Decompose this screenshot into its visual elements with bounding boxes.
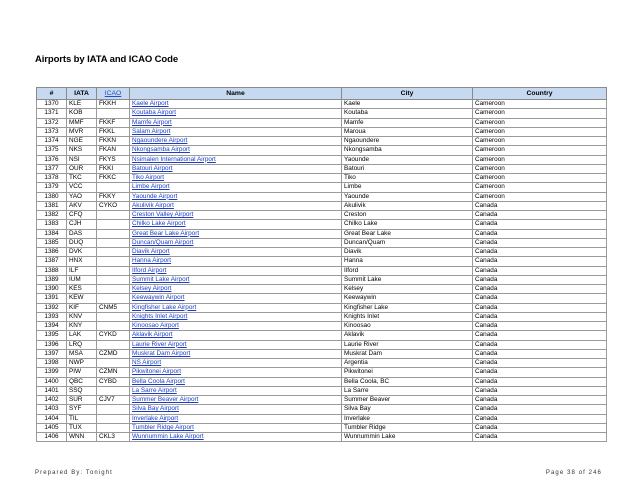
airports-table xyxy=(36,87,607,442)
airport-name-link[interactable]: Yaounde Airport xyxy=(130,192,342,201)
cell-icao: CZMN xyxy=(97,368,130,377)
table-row xyxy=(37,201,607,210)
cell-country: Canada xyxy=(473,359,607,368)
cell-country: Canada xyxy=(473,377,607,386)
cell-country: Cameroon xyxy=(473,100,607,109)
cell-iata: CJH xyxy=(67,220,97,229)
table-row xyxy=(37,192,607,201)
airport-name-link[interactable]: Kingfisher Lake Airport xyxy=(130,303,342,312)
table-row xyxy=(37,137,607,146)
table-row xyxy=(37,285,607,294)
cell-number: 1386 xyxy=(37,248,67,257)
cell-number: 1382 xyxy=(37,211,67,220)
cell-number: 1373 xyxy=(37,127,67,136)
cell-icao xyxy=(97,266,130,275)
cell-city: Mamfe xyxy=(342,118,473,127)
table-row xyxy=(37,211,607,220)
table-row xyxy=(37,174,607,183)
cell-icao: FKKI xyxy=(97,164,130,173)
column-header-country: Country xyxy=(473,88,607,100)
cell-icao: CZMD xyxy=(97,349,130,358)
table-row xyxy=(37,312,607,321)
cell-iata: KEW xyxy=(67,294,97,303)
cell-iata: DVK xyxy=(67,248,97,257)
cell-icao xyxy=(97,220,130,229)
cell-iata: WNN xyxy=(67,433,97,442)
cell-icao xyxy=(97,285,130,294)
airport-name-link[interactable]: Tumbler Ridge Airport xyxy=(130,423,342,432)
cell-icao xyxy=(97,248,130,257)
cell-city: La Sarre xyxy=(342,386,473,395)
table-body xyxy=(37,100,607,442)
airport-name-link[interactable]: Inverlake Airport xyxy=(130,414,342,423)
airport-name-link[interactable]: Duncan/Quam Airport xyxy=(130,238,342,247)
airport-name-link[interactable]: Bella Coola Airport xyxy=(130,377,342,386)
cell-iata: TIL xyxy=(67,414,97,423)
table-row xyxy=(37,100,607,109)
cell-country: Canada xyxy=(473,322,607,331)
cell-city: Knights Inlet xyxy=(342,312,473,321)
cell-icao: CKL3 xyxy=(97,433,130,442)
cell-country: Canada xyxy=(473,220,607,229)
table-row xyxy=(37,423,607,432)
cell-icao xyxy=(97,322,130,331)
cell-icao: FKKF xyxy=(97,118,130,127)
cell-icao: FKKY xyxy=(97,192,130,201)
airport-name-link[interactable]: La Sarre Airport xyxy=(130,386,342,395)
cell-number: 1404 xyxy=(37,414,67,423)
cell-country: Canada xyxy=(473,201,607,210)
cell-number: 1395 xyxy=(37,331,67,340)
airport-name-link[interactable]: Laurie River Airport xyxy=(130,340,342,349)
table-row xyxy=(37,377,607,386)
airport-name-link[interactable]: Ilford Airport xyxy=(130,266,342,275)
cell-icao: FKKH xyxy=(97,100,130,109)
airport-name-link[interactable]: Summer Beaver Airport xyxy=(130,396,342,405)
cell-number: 1371 xyxy=(37,109,67,118)
cell-number: 1370 xyxy=(37,100,67,109)
cell-number: 1389 xyxy=(37,275,67,284)
cell-country: Canada xyxy=(473,211,607,220)
cell-iata: NWP xyxy=(67,359,97,368)
table-header-row xyxy=(37,88,607,100)
cell-city: Ilford xyxy=(342,266,473,275)
table-row xyxy=(37,303,607,312)
cell-icao xyxy=(97,359,130,368)
cell-city: Wunnummin Lake xyxy=(342,433,473,442)
cell-iata: KOB xyxy=(67,109,97,118)
cell-number: 1400 xyxy=(37,377,67,386)
cell-country: Cameroon xyxy=(473,109,607,118)
table-row xyxy=(37,109,607,118)
cell-icao xyxy=(97,423,130,432)
cell-iata: DUQ xyxy=(67,238,97,247)
cell-country: Cameroon xyxy=(473,146,607,155)
cell-iata: SSQ xyxy=(67,386,97,395)
cell-country: Cameroon xyxy=(473,155,607,164)
table-row xyxy=(37,248,607,257)
cell-country: Canada xyxy=(473,303,607,312)
cell-number: 1387 xyxy=(37,257,67,266)
cell-city: Aklavik xyxy=(342,331,473,340)
cell-number: 1394 xyxy=(37,322,67,331)
cell-icao: CYKO xyxy=(97,201,130,210)
cell-city: Maroua xyxy=(342,127,473,136)
cell-number: 1406 xyxy=(37,433,67,442)
cell-country: Cameroon xyxy=(473,183,607,192)
cell-number: 1379 xyxy=(37,183,67,192)
cell-iata: HNX xyxy=(67,257,97,266)
cell-icao: CNM5 xyxy=(97,303,130,312)
cell-iata: SUR xyxy=(67,396,97,405)
cell-country: Canada xyxy=(473,257,607,266)
cell-icao xyxy=(97,414,130,423)
airport-name-link[interactable]: Kelsey Airport xyxy=(130,285,342,294)
airport-name-link[interactable]: Kinoosao Airport xyxy=(130,322,342,331)
cell-city: Great Bear Lake xyxy=(342,229,473,238)
table-row xyxy=(37,433,607,442)
table-row xyxy=(37,386,607,395)
column-header-icao[interactable]: ICAO xyxy=(97,88,130,100)
cell-city: Kaele xyxy=(342,100,473,109)
cell-iata: AKV xyxy=(67,201,97,210)
cell-iata: IUM xyxy=(67,275,97,284)
cell-iata: QBC xyxy=(67,377,97,386)
cell-city: Koutaba xyxy=(342,109,473,118)
column-header-iata: IATA xyxy=(67,88,97,100)
table-row xyxy=(37,349,607,358)
cell-country: Canada xyxy=(473,368,607,377)
cell-icao: FKYS xyxy=(97,155,130,164)
airport-name-link[interactable]: Creston Valley Airport xyxy=(130,211,342,220)
cell-iata: NGE xyxy=(67,137,97,146)
table-row xyxy=(37,275,607,284)
column-header-number: # xyxy=(37,88,67,100)
airport-name-link[interactable]: Akulivik Airport xyxy=(130,201,342,210)
table-row xyxy=(37,146,607,155)
cell-country: Canada xyxy=(473,285,607,294)
cell-number: 1401 xyxy=(37,386,67,395)
table-row xyxy=(37,266,607,275)
cell-city: Tumbler Ridge xyxy=(342,423,473,432)
cell-number: 1375 xyxy=(37,146,67,155)
airport-name-link[interactable]: Keewaywin Airport xyxy=(130,294,342,303)
cell-icao: CYBD xyxy=(97,377,130,386)
cell-city: Batouri xyxy=(342,164,473,173)
airport-name-link[interactable]: Wunnummin Lake Airport xyxy=(130,433,342,442)
cell-city: Kinoosao xyxy=(342,322,473,331)
footer-page-number: Page 38 of 246 xyxy=(545,470,602,476)
cell-icao: CYKD xyxy=(97,331,130,340)
cell-icao: FKKL xyxy=(97,127,130,136)
cell-number: 1384 xyxy=(37,229,67,238)
cell-icao xyxy=(97,257,130,266)
cell-icao xyxy=(97,294,130,303)
airport-name-link[interactable]: Mamfe Airport xyxy=(130,118,342,127)
cell-country: Canada xyxy=(473,275,607,284)
cell-country: Canada xyxy=(473,294,607,303)
cell-icao xyxy=(97,312,130,321)
cell-number: 1372 xyxy=(37,118,67,127)
cell-icao: FKKC xyxy=(97,174,130,183)
airport-name-link[interactable]: Silva Bay Airport xyxy=(130,405,342,414)
airport-name-link[interactable]: Limbe Airport xyxy=(130,183,342,192)
cell-city: Silva Bay xyxy=(342,405,473,414)
cell-icao: CJV7 xyxy=(97,396,130,405)
cell-iata: KES xyxy=(67,285,97,294)
airport-name-link[interactable]: Tiko Airport xyxy=(130,174,342,183)
cell-city: Kelsey xyxy=(342,285,473,294)
cell-number: 1403 xyxy=(37,405,67,414)
table-row xyxy=(37,414,607,423)
cell-iata: SYF xyxy=(67,405,97,414)
column-header-name: Name xyxy=(130,88,342,100)
cell-country: Canada xyxy=(473,331,607,340)
cell-country: Canada xyxy=(473,423,607,432)
table-row xyxy=(37,340,607,349)
table-row xyxy=(37,238,607,247)
cell-city: Duncan/Quam xyxy=(342,238,473,247)
cell-icao xyxy=(97,229,130,238)
cell-number: 1388 xyxy=(37,266,67,275)
cell-city: Inverlake xyxy=(342,414,473,423)
cell-iata: NSI xyxy=(67,155,97,164)
cell-icao xyxy=(97,238,130,247)
airport-name-link[interactable]: Chilko Lake Airport xyxy=(130,220,342,229)
cell-number: 1381 xyxy=(37,201,67,210)
cell-country: Canada xyxy=(473,248,607,257)
table-row xyxy=(37,322,607,331)
cell-country: Cameroon xyxy=(473,164,607,173)
cell-iata: KNV xyxy=(67,312,97,321)
table-row xyxy=(37,396,607,405)
cell-country: Canada xyxy=(473,414,607,423)
cell-country: Canada xyxy=(473,312,607,321)
cell-icao: FKAN xyxy=(97,146,130,155)
cell-city: Muskrat Dam xyxy=(342,349,473,358)
cell-country: Cameroon xyxy=(473,192,607,201)
cell-iata: NKS xyxy=(67,146,97,155)
cell-city: Tiko xyxy=(342,174,473,183)
cell-city: Limbe xyxy=(342,183,473,192)
cell-city: Pikwitonei xyxy=(342,368,473,377)
table-row xyxy=(37,229,607,238)
cell-number: 1383 xyxy=(37,220,67,229)
airport-name-link[interactable]: Muskrat Dam Airport xyxy=(130,349,342,358)
airport-name-link[interactable]: Diavik Airport xyxy=(130,248,342,257)
page-title: Airports by IATA and ICAO Code xyxy=(35,54,179,65)
airport-name-link[interactable]: Batouri Airport xyxy=(130,164,342,173)
cell-iata: LAK xyxy=(67,331,97,340)
cell-iata: VCC xyxy=(67,183,97,192)
column-header-city: City xyxy=(342,88,473,100)
table-row xyxy=(37,368,607,377)
cell-number: 1378 xyxy=(37,174,67,183)
cell-icao xyxy=(97,275,130,284)
cell-number: 1374 xyxy=(37,137,67,146)
airport-name-link[interactable]: Ngaoundere Airport xyxy=(130,137,342,146)
cell-iata: LRQ xyxy=(67,340,97,349)
airport-name-link[interactable]: NS Airport xyxy=(130,359,342,368)
table-row xyxy=(37,220,607,229)
cell-city: Hanna xyxy=(342,257,473,266)
cell-number: 1376 xyxy=(37,155,67,164)
table-row xyxy=(37,405,607,414)
cell-iata: MMF xyxy=(67,118,97,127)
cell-country: Cameroon xyxy=(473,137,607,146)
airport-name-link[interactable]: Nsimalen International Airport xyxy=(130,155,342,164)
cell-country: Cameroon xyxy=(473,118,607,127)
cell-icao xyxy=(97,340,130,349)
cell-iata: TUX xyxy=(67,423,97,432)
table-row xyxy=(37,127,607,136)
cell-country: Canada xyxy=(473,340,607,349)
cell-iata: YAO xyxy=(67,192,97,201)
cell-number: 1398 xyxy=(37,359,67,368)
cell-number: 1390 xyxy=(37,285,67,294)
cell-iata: TKC xyxy=(67,174,97,183)
cell-iata: OUR xyxy=(67,164,97,173)
cell-number: 1392 xyxy=(37,303,67,312)
table-row xyxy=(37,331,607,340)
cell-iata: KIF xyxy=(67,303,97,312)
table-row xyxy=(37,164,607,173)
cell-iata: MSA xyxy=(67,349,97,358)
cell-country: Canada xyxy=(473,266,607,275)
airport-name-link[interactable]: Nkongsamba Airport xyxy=(130,146,342,155)
cell-number: 1405 xyxy=(37,423,67,432)
airport-name-link[interactable]: Hanna Airport xyxy=(130,257,342,266)
table-row xyxy=(37,155,607,164)
cell-country: Canada xyxy=(473,238,607,247)
cell-city: Akulivik xyxy=(342,201,473,210)
cell-city: Kingfisher Lake xyxy=(342,303,473,312)
cell-icao xyxy=(97,183,130,192)
airport-name-link[interactable]: Great Bear Lake Airport xyxy=(130,229,342,238)
cell-number: 1397 xyxy=(37,349,67,358)
cell-city: Keewaywin xyxy=(342,294,473,303)
cell-city: Bella Coola, BC xyxy=(342,377,473,386)
cell-city: Diavik xyxy=(342,248,473,257)
cell-icao xyxy=(97,405,130,414)
cell-icao xyxy=(97,386,130,395)
cell-country: Canada xyxy=(473,396,607,405)
cell-city: Ngaoundere xyxy=(342,137,473,146)
cell-country: Canada xyxy=(473,405,607,414)
airport-name-link[interactable]: Salam Airport xyxy=(130,127,342,136)
cell-country: Canada xyxy=(473,433,607,442)
cell-icao: FKKN xyxy=(97,137,130,146)
cell-city: Nkongsamba xyxy=(342,146,473,155)
cell-city: Argentia xyxy=(342,359,473,368)
cell-iata: PIW xyxy=(67,368,97,377)
table-row xyxy=(37,294,607,303)
cell-number: 1391 xyxy=(37,294,67,303)
cell-city: Summer Beaver xyxy=(342,396,473,405)
cell-country: Canada xyxy=(473,349,607,358)
cell-city: Yaounde xyxy=(342,155,473,164)
table-row xyxy=(37,359,607,368)
cell-iata: KNY xyxy=(67,322,97,331)
cell-country: Cameroon xyxy=(473,174,607,183)
airport-name-link[interactable]: Aklavik Airport xyxy=(130,331,342,340)
cell-city: Laurie River xyxy=(342,340,473,349)
table-row xyxy=(37,183,607,192)
cell-iata: MVR xyxy=(67,127,97,136)
cell-country: Canada xyxy=(473,386,607,395)
cell-iata: CFQ xyxy=(67,211,97,220)
airport-name-link[interactable]: Knights Inlet Airport xyxy=(130,312,342,321)
cell-number: 1380 xyxy=(37,192,67,201)
cell-city: Chilko Lake xyxy=(342,220,473,229)
airport-name-link[interactable]: Summit Lake Airport xyxy=(130,275,342,284)
cell-icao xyxy=(97,211,130,220)
cell-country: Cameroon xyxy=(473,127,607,136)
airport-name-link[interactable]: Pikwitonei Airport xyxy=(130,368,342,377)
cell-number: 1402 xyxy=(37,396,67,405)
cell-country: Canada xyxy=(473,229,607,238)
airport-name-link[interactable]: Kaele Airport xyxy=(130,100,342,109)
cell-number: 1385 xyxy=(37,238,67,247)
cell-number: 1399 xyxy=(37,368,67,377)
cell-city: Creston xyxy=(342,211,473,220)
cell-iata: DAS xyxy=(67,229,97,238)
cell-city: Summit Lake xyxy=(342,275,473,284)
table-row xyxy=(37,118,607,127)
cell-number: 1396 xyxy=(37,340,67,349)
cell-number: 1393 xyxy=(37,312,67,321)
cell-icao xyxy=(97,109,130,118)
airport-name-link[interactable]: Koutaba Airport xyxy=(130,109,342,118)
cell-iata: ILF xyxy=(67,266,97,275)
table-row xyxy=(37,257,607,266)
footer-prepared-by: Prepared By: Tonight xyxy=(35,470,113,476)
cell-city: Yaounde xyxy=(342,192,473,201)
cell-iata: KLE xyxy=(67,100,97,109)
cell-number: 1377 xyxy=(37,164,67,173)
